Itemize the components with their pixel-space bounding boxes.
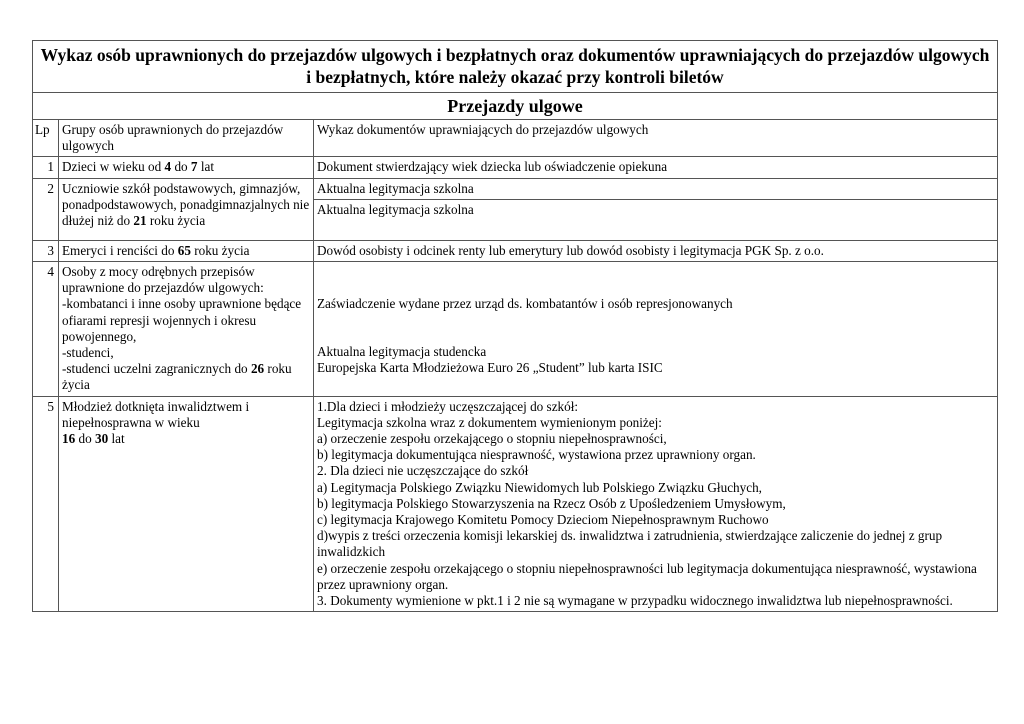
group-text: -studenci uczelni zagranicznych do (62, 361, 251, 377)
row-number: 4 (33, 262, 59, 397)
document-line: Legitymacja szkolna wraz z dokumentem wymienionym poniżej: (317, 414, 662, 430)
row-number: 3 (33, 240, 59, 261)
group-text: roku życia (62, 361, 292, 393)
documents-cell: Dowód osobisty i odcinek renty lub emerytury lub dowód osobisty i legitymacja PGK Sp. z o.o. (314, 240, 998, 261)
group-text: Młodzież dotknięta inwalidztwem i niepełnosprawna w wieku (62, 398, 250, 430)
documents-cell: Dokument stwierdzający wiek dziecka lub oświadczenie opiekuna (314, 157, 998, 178)
group-line: -studenci, (62, 345, 114, 361)
group-cell (59, 178, 314, 240)
group-text: Uczniowie szkół podstawowych, gimnazjów, ponadpodstawowych, ponadgimnazjalnych nie dłużej niż do (62, 180, 310, 229)
age-value: 30 (94, 431, 109, 447)
document-line: c) legitymacja Krajowego Komitetu Pomocy Dzieciom Niepełnosprawnym Ruchowo (317, 512, 769, 528)
document-line: a) Legitymacja Polskiego Związku Niewidomych lub Polskiego Związku Głuchych, (317, 479, 762, 495)
section-title: Przejazdy ulgowe (33, 93, 998, 120)
header-row (33, 120, 998, 157)
document-title: Wykaz osób uprawnionych do przejazdów ulgowych i bezpłatnych oraz dokumentów uprawniających do przejazdów ulgowych i bezpłatnych, które należy okazać przy kontroli biletów (33, 41, 998, 93)
header-group: Grupy osób uprawnionych do przejazdów ulgowych (59, 120, 314, 157)
group-line: Osoby z mocy odrębnych przepisów uprawnione do przejazdów ulgowych: (62, 264, 264, 296)
group-text: do (75, 431, 95, 447)
document-page (32, 40, 998, 612)
age-value: 16 (62, 431, 76, 447)
group-cell (59, 157, 314, 178)
document-line: b) legitymacja dokumentująca niesprawność, wystawiona przez uprawniony organ. (317, 447, 756, 463)
age-value: 7 (190, 159, 198, 175)
document-line: 1.Dla dzieci i młodzieży uczęszczającej do szkół: (317, 398, 579, 414)
document-line: 2. Dla dzieci nie uczęszczające do szkół (317, 463, 529, 479)
table-row (33, 157, 998, 178)
age-value: 21 (133, 213, 147, 229)
row-number: 1 (33, 157, 59, 178)
group-text: Dzieci w wieku od (62, 159, 165, 175)
group-cell (59, 396, 314, 612)
table-row (33, 396, 998, 612)
table-row (33, 178, 998, 199)
age-value: 65 (177, 242, 191, 258)
group-text: roku życia (190, 242, 250, 258)
eligibility-table (32, 40, 998, 612)
document-line: Zaświadczenie wydane przez urząd ds. kombatantów i osób represjonowanych (317, 296, 733, 312)
table-row (33, 262, 998, 397)
row-number: 2 (33, 178, 59, 240)
document-line: Aktualna legitymacja studencka (317, 344, 487, 360)
group-text: lat (197, 159, 214, 175)
group-text: roku życia (146, 213, 206, 229)
group-text: lat (108, 431, 125, 447)
header-lp: Lp (33, 120, 59, 157)
table-row (33, 240, 998, 261)
documents-cell (314, 262, 998, 397)
header-documents: Wykaz dokumentów uprawniających do przejazdów ulgowych (314, 120, 998, 157)
age-value: 4 (164, 159, 172, 175)
row-number: 5 (33, 396, 59, 612)
document-line: Europejska Karta Młodzieżowa Euro 26 „Student” lub karta ISIC (317, 360, 663, 376)
document-line: a) orzeczenie zespołu orzekającego o stopniu niepełnosprawności, (317, 431, 667, 447)
age-value: 26 (250, 361, 265, 377)
document-line: b) legitymacja Polskiego Stowarzyszenia na Rzecz Osób z Upośledzeniem Umysłowym, (317, 495, 786, 511)
documents-cell: Aktualna legitymacja szkolna (314, 178, 998, 199)
group-cell (59, 262, 314, 397)
documents-cell: Aktualna legitymacja szkolna (314, 199, 998, 240)
group-text: do (171, 159, 191, 175)
document-line: e) orzeczenie zespołu orzekającego o stopniu niepełnosprawności lub legitymacja dokumentująca niesprawność, wystawiona przez uprawniony organ. (317, 560, 977, 592)
document-line: d)wypis z treści orzeczenia komisji lekarskiej ds. inwalidztwa i zatrudnienia, stwierdzające zaliczenie do jednej z grup inwalidzkich (317, 528, 943, 560)
document-line: 3. Dokumenty wymienione w pkt.1 i 2 nie są wymagane w przypadku widocznego inwalidztwa lub niepełnosprawności. (317, 593, 953, 609)
documents-cell (314, 396, 998, 612)
group-text: Emeryci i renciści do (62, 242, 178, 258)
title-row (33, 41, 998, 93)
section-row (33, 93, 998, 120)
group-cell (59, 240, 314, 261)
group-line: -kombatanci i inne osoby uprawnione będące ofiarami represji wojennych i okresu powojennego, (62, 296, 302, 344)
